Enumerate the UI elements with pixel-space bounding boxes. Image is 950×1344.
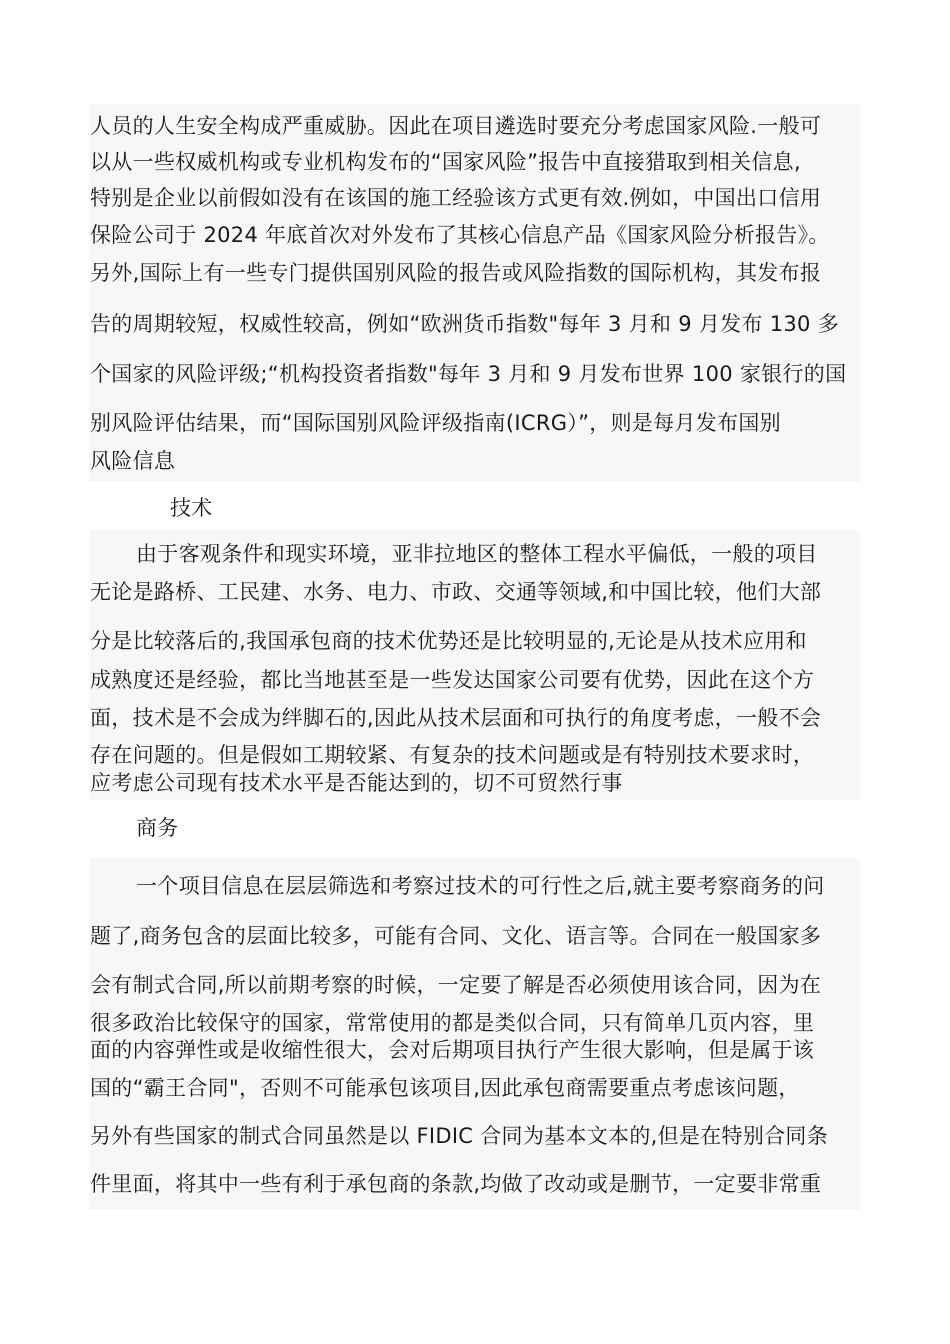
paragraph-3-line: 很多政治比较保守的国家，常常使用的都是类似合同，只有简单几页内容，里 xyxy=(90,1011,815,1035)
paragraph-2-line: 分是比较落后的,我国承包商的技术优势还是比较明显的,无论是从技术应用和 xyxy=(90,629,807,653)
paragraph-2-line: 面，技术是不会成为绊脚石的,因此从技术层面和可执行的角度考虑，一般不会 xyxy=(90,706,822,730)
paragraph-3-line: 件里面，将其中一些有利于承包商的条款,均做了改动或是删节，一定要非常重 xyxy=(90,1172,822,1196)
paragraph-1-line: 以从一些权威机构或专业机构发布的“国家风险”报告中直接猎取到相关信息, xyxy=(90,150,801,174)
paragraph-3-line: 一个项目信息在层层筛选和考察过技术的可行性之后,就主要考察商务的问 xyxy=(136,874,825,898)
paragraph-1-line: 风险信息 xyxy=(90,449,176,473)
heading-business: 商务 xyxy=(136,816,179,840)
paragraph-1-block xyxy=(90,104,860,482)
paragraph-1-line: 另外,国际上有一些专门提供国别风险的报告或风险指数的国际机构，其发布报 xyxy=(90,261,822,285)
paragraph-1-line: 告的周期较短，权威性较高，例如“欧洲货币指数"每年 3 月和 9 月发布 130 多 xyxy=(90,312,839,336)
paragraph-3-block xyxy=(90,858,860,1210)
paragraph-3-line: 会有制式合同,所以前期考察的时候，一定要了解是否必须使用该合同，因为在 xyxy=(90,973,822,997)
paragraph-2-line: 由于客观条件和现实环境，亚非拉地区的整体工程水平偏低，一般的项目 xyxy=(136,542,818,566)
paragraph-2-line: 存在问题的。但是假如工期较紧、有复杂的技术问题或是有特别技术要求时， xyxy=(90,743,815,767)
paragraph-3-line: 面的内容弹性或是收缩性很大，会对后期项目执行产生很大影响，但是属于该 xyxy=(90,1038,815,1062)
paragraph-1-line: 别风险评估结果，而“国际国别风险评级指南(ICRG）”，则是每月发布国别 xyxy=(90,411,781,435)
paragraph-1-line: 个国家的风险评级;“机构投资者指数"每年 3 月和 9 月发布世界 100 家银行的国 xyxy=(90,362,847,386)
paragraph-2-block xyxy=(90,530,860,800)
paragraph-3-line: 另外有些国家的制式合同虽然是以 FIDIC 合同为基本文本的,但是在特别合同条 xyxy=(90,1124,829,1148)
paragraph-1-line: 人员的人生安全构成严重威胁。因此在项目遴选时要充分考虑国家风险.一般可 xyxy=(90,114,822,138)
paragraph-2-line: 无论是路桥、工民建、水务、电力、市政、交通等领域,和中国比较，他们大部 xyxy=(90,580,822,604)
paragraph-3-line: 国的“霸王合同"，否则不可能承包该项目,因此承包商需要重点考虑该问题， xyxy=(90,1076,800,1100)
paragraph-3-line: 题了,商务包含的层面比较多，可能有合同、文化、语言等。合同在一般国家多 xyxy=(90,924,822,948)
heading-technology: 技术 xyxy=(170,496,213,520)
paragraph-2-line: 成熟度还是经验，都比当地甚至是一些发达国家公司要有优势，因此在这个方 xyxy=(90,668,815,692)
paragraph-1-line: 特别是企业以前假如没有在该国的施工经验该方式更有效.例如，中国出口信用 xyxy=(90,186,822,210)
paragraph-2-line: 应考虑公司现有技术水平是否能达到的，切不可贸然行事 xyxy=(90,771,623,795)
paragraph-1-line: 保险公司于 2024 年底首次对外发布了其核心信息产品《国家风险分析报告》。 xyxy=(90,223,830,247)
